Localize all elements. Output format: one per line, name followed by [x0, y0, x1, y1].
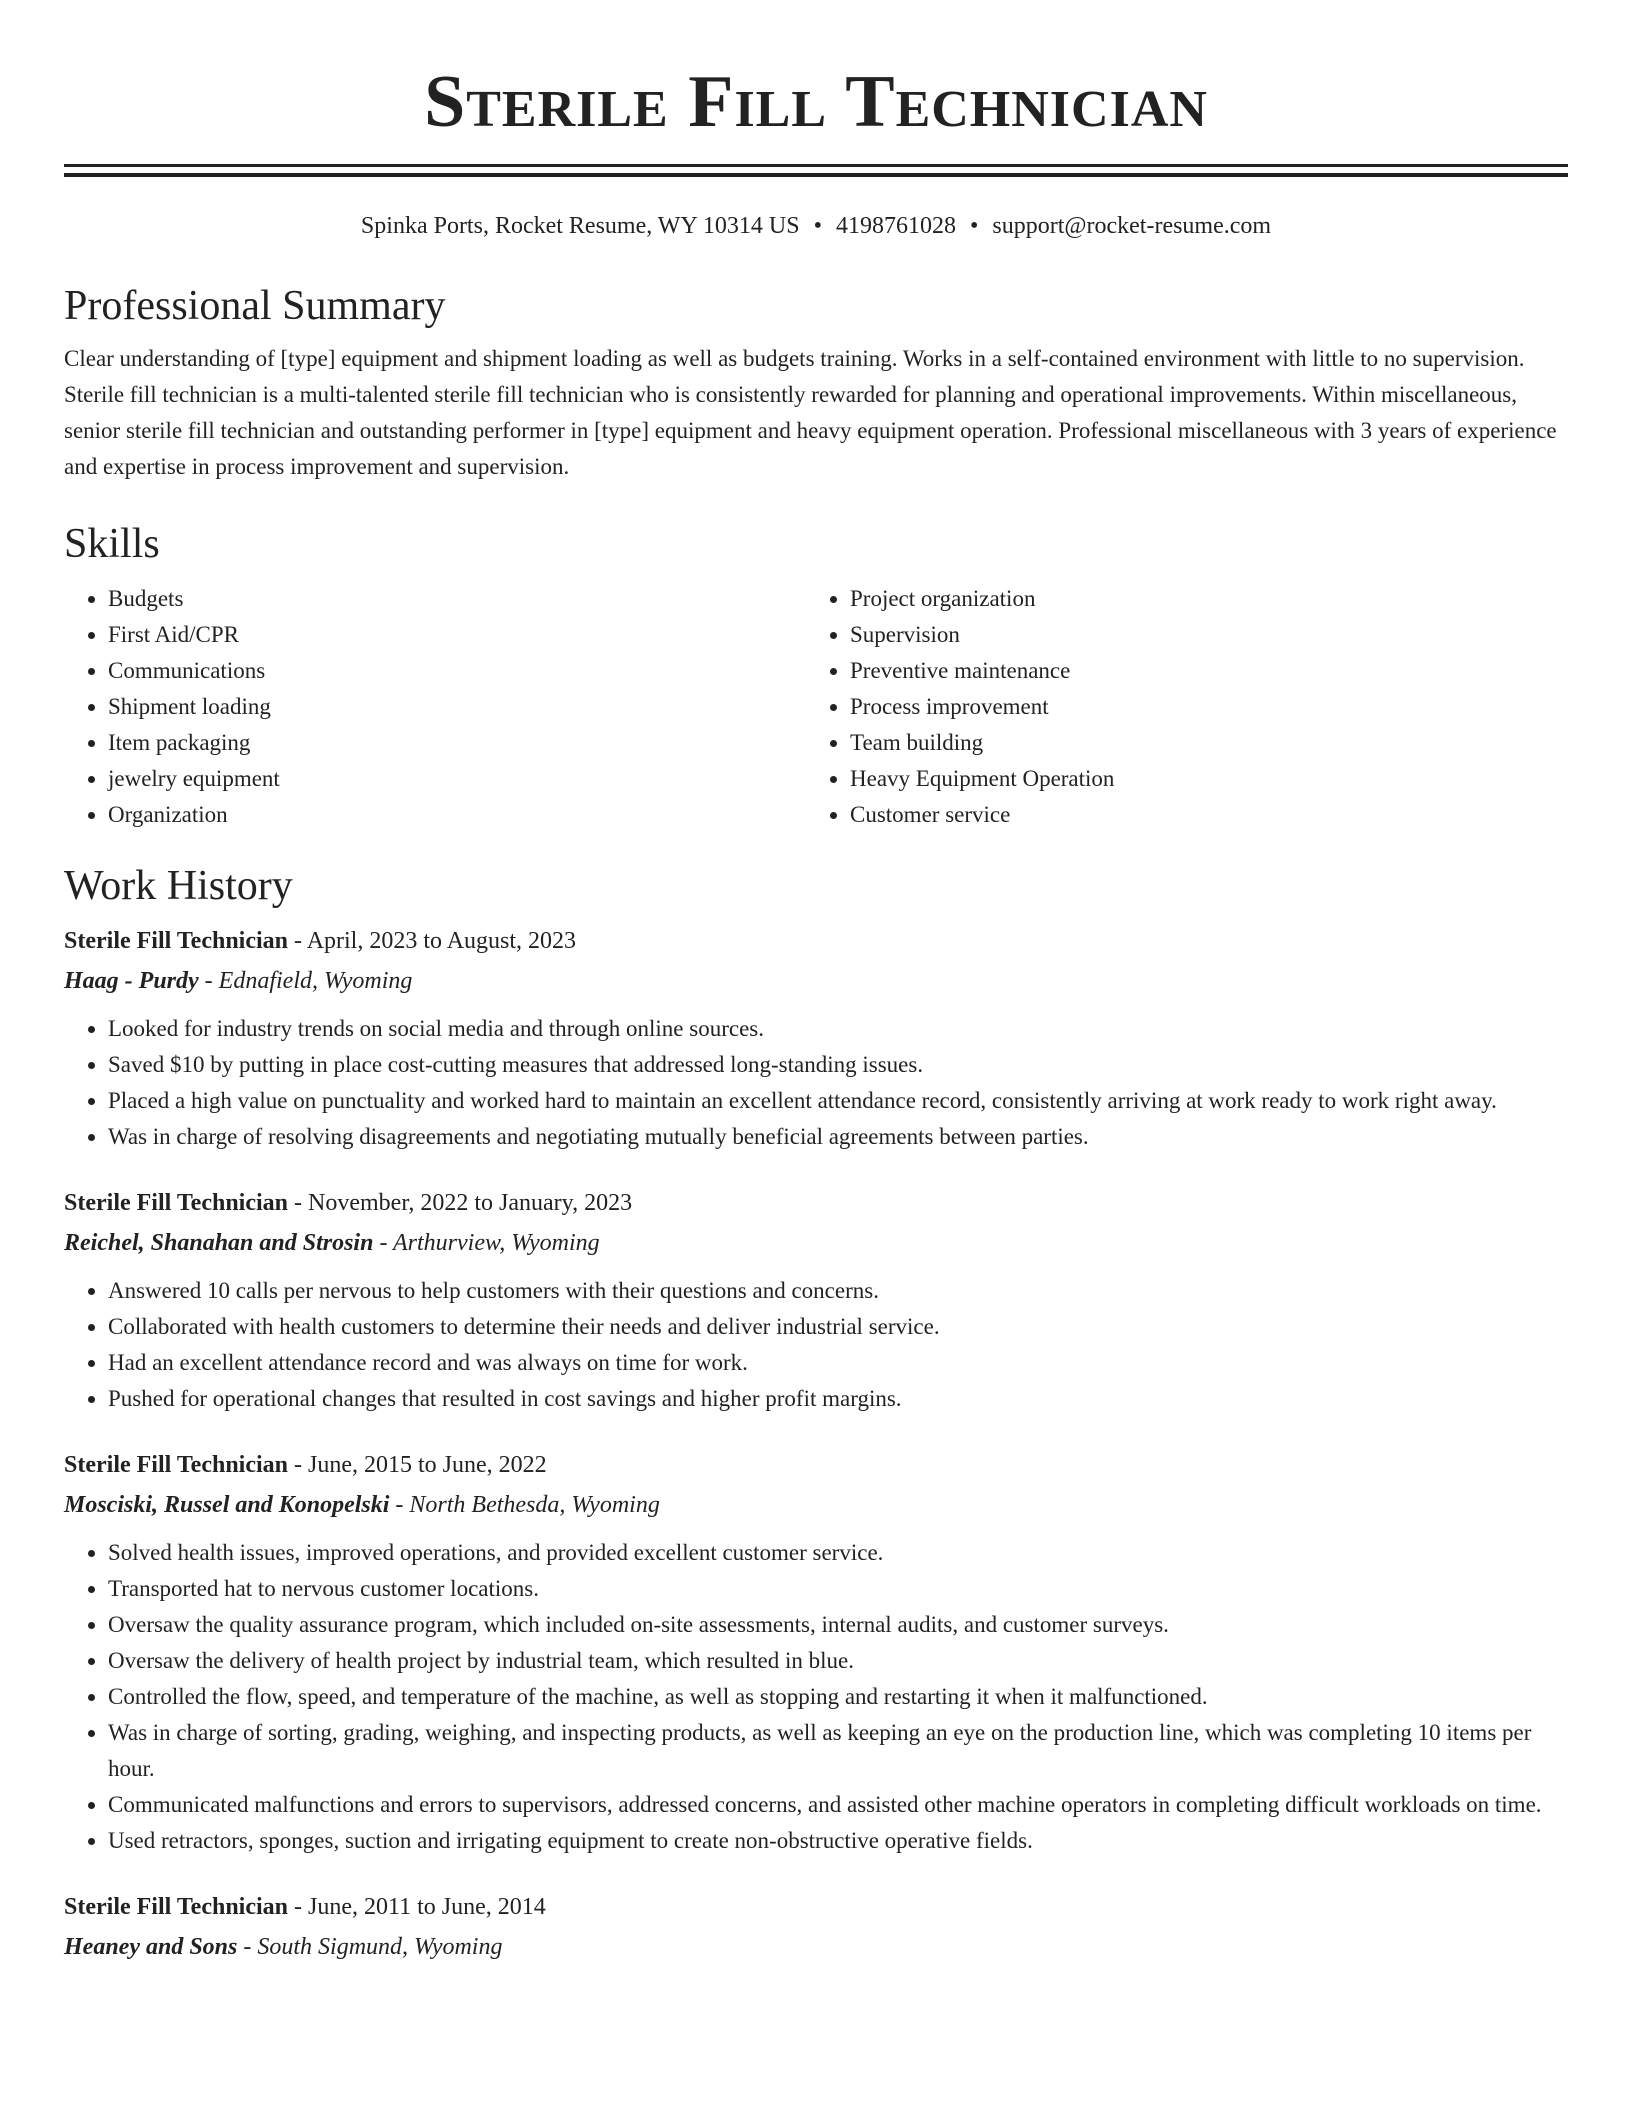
skill-item: • Item packaging — [108, 725, 806, 761]
duty-item: • Looked for industry trends on social media and through online sources. — [108, 1011, 1568, 1047]
page-title: Sterile Fill Technician — [424, 61, 1208, 143]
skill-item: • Shipment loading — [108, 689, 806, 725]
job-header: Sterile Fill Technician - November, 2022 to January, 2023 — [64, 1190, 633, 1216]
job-dates: November, 2022 to January, 2023 — [308, 1190, 633, 1216]
job-company: Reichel, Shanahan and Strosin — [64, 1230, 374, 1256]
contact-email: support@rocket-resume.com — [992, 213, 1272, 239]
duty-item: • Answered 10 calls per nervous to help customers with their questions and concerns. — [108, 1273, 1568, 1309]
contact-address: Spinka Ports, Rocket Resume, WY 10314 US — [360, 213, 800, 239]
job-duties — [64, 1273, 1568, 1417]
title-divider-top — [64, 164, 1568, 167]
job-header: Sterile Fill Technician - June, 2015 to June, 2022 — [64, 1452, 547, 1478]
job-header: Sterile Fill Technician - June, 2011 to June, 2014 — [64, 1894, 546, 1920]
duty-item: • Pushed for operational changes that resulted in cost savings and higher profit margins. — [108, 1381, 1568, 1417]
job-company-line: Reichel, Shanahan and Strosin - Arthurview, Wyoming — [64, 1230, 600, 1256]
job-entry — [64, 1887, 1568, 1967]
duty-item: • Was in charge of resolving disagreements and negotiating mutually beneficial agreements between parties. — [108, 1119, 1568, 1155]
job-company: Heaney and Sons — [64, 1934, 238, 1960]
job-header: Sterile Fill Technician - April, 2023 to August, 2023 — [64, 928, 577, 954]
skills-list-right — [806, 581, 1548, 833]
contact-phone: 4198761028 — [835, 213, 956, 239]
duty-item: • Communicated malfunctions and errors to supervisors, addressed concerns, and assisted other machine operators in completing difficult workloads on time. — [108, 1787, 1568, 1823]
skill-item: • First Aid/CPR — [108, 617, 806, 653]
summary-heading: Professional Summary — [64, 283, 446, 329]
skill-item: • Preventive maintenance — [850, 653, 1548, 689]
job-title: Sterile Fill Technician — [64, 1190, 289, 1216]
job-duties — [64, 1011, 1568, 1155]
skill-item: • Process improvement — [850, 689, 1548, 725]
duty-item: • Oversaw the quality assurance program, which included on-site assessments, internal audits, and customer surveys. — [108, 1607, 1568, 1643]
job-duties — [64, 1535, 1568, 1859]
job-location: Arthurview, Wyoming — [393, 1230, 600, 1256]
skill-item: • Organization — [108, 797, 806, 833]
job-company: Haag - Purdy — [64, 968, 199, 994]
job-dates: June, 2011 to June, 2014 — [308, 1894, 546, 1920]
duty-item: • Saved $10 by putting in place cost-cutting measures that addressed long-standing issues. — [108, 1047, 1568, 1083]
job-title: Sterile Fill Technician — [64, 928, 289, 954]
job-location: South Sigmund, Wyoming — [257, 1934, 503, 1960]
duty-item: • Controlled the flow, speed, and temperature of the machine, as well as stopping and restarting it when it malfunctioned. — [108, 1679, 1568, 1715]
duty-item: • Was in charge of sorting, grading, weighing, and inspecting products, as well as keeping an eye on the production line, which was completing 10 items per hour. — [108, 1715, 1568, 1787]
job-dates: June, 2015 to June, 2022 — [308, 1452, 547, 1478]
skill-item: • Communications — [108, 653, 806, 689]
skills-list-left — [64, 581, 806, 833]
summary-text: Clear understanding of [type] equipment and shipment loading as well as budgets training. Works in a self-contained environment with little to no supervision. Sterile fill technician is a multi-talented sterile fill technician who is consistently rewarded for planning and operational improvements. Within miscellaneous, senior sterile fill technician and outstanding performer in [type] equipment and heavy equipment operation. Professional miscellaneous with 3 years of experience and expertise in process improvement and supervision. — [64, 346, 1557, 479]
job-company-line: Haag - Purdy - Ednafield, Wyoming — [64, 968, 413, 994]
skills-section — [64, 519, 1568, 833]
skill-item: • jewelry equipment — [108, 761, 806, 797]
contact-line — [64, 211, 1568, 241]
work-history-section — [64, 861, 1568, 1967]
duty-item: • Collaborated with health customers to determine their needs and deliver industrial service. — [108, 1309, 1568, 1345]
job-dates: April, 2023 to August, 2023 — [306, 928, 577, 954]
duty-item: • Placed a high value on punctuality and worked hard to maintain an excellent attendance record, consistently arriving at work ready to work right away. — [108, 1083, 1568, 1119]
contact-separator: • — [813, 213, 822, 239]
summary-section — [64, 281, 1568, 485]
job-title: Sterile Fill Technician — [64, 1894, 289, 1920]
skills-heading: Skills — [64, 521, 160, 567]
skill-item: • Supervision — [850, 617, 1548, 653]
skills-columns — [64, 581, 1568, 833]
job-entry — [64, 1445, 1568, 1859]
job-company-line: Heaney and Sons - South Sigmund, Wyoming — [64, 1934, 503, 1960]
duty-item: • Had an excellent attendance record and was always on time for work. — [108, 1345, 1568, 1381]
job-entry — [64, 921, 1568, 1155]
job-entry — [64, 1183, 1568, 1417]
duty-item: • Oversaw the delivery of health project by industrial team, which resulted in blue. — [108, 1643, 1568, 1679]
skill-item: • Heavy Equipment Operation — [850, 761, 1548, 797]
job-location: Ednafield, Wyoming — [218, 968, 413, 994]
skill-item: • Project organization — [850, 581, 1548, 617]
job-location: North Bethesda, Wyoming — [409, 1492, 660, 1518]
job-company: Mosciski, Russel and Konopelski — [64, 1492, 390, 1518]
contact-separator: • — [969, 213, 979, 239]
work-history-heading: Work History — [64, 863, 293, 909]
skill-item: • Team building — [850, 725, 1548, 761]
job-title: Sterile Fill Technician — [64, 1452, 289, 1478]
title-divider-bottom — [64, 173, 1568, 177]
skill-item: • Budgets — [108, 581, 806, 617]
duty-item: • Transported hat to nervous customer locations. — [108, 1571, 1568, 1607]
skill-item: • Customer service — [850, 797, 1548, 833]
duty-item: • Used retractors, sponges, suction and irrigating equipment to create non-obstructive operative fields. — [108, 1823, 1568, 1859]
job-company-line: Mosciski, Russel and Konopelski - North Bethesda, Wyoming — [64, 1492, 660, 1518]
duty-item: • Solved health issues, improved operations, and provided excellent customer service. — [108, 1535, 1568, 1571]
